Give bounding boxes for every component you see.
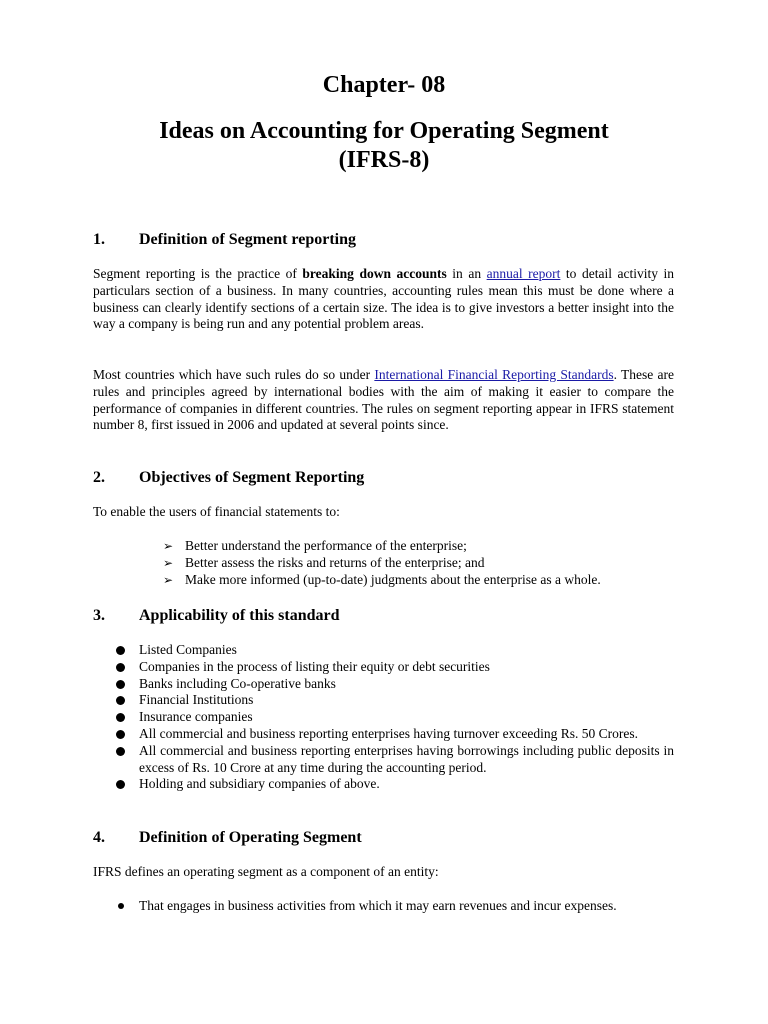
bold-text: breaking down accounts: [302, 266, 447, 281]
bullet-dot-icon: [116, 730, 125, 739]
list-item: [116, 743, 674, 777]
bullet-dot-icon: [118, 903, 124, 909]
list-item-text: Better assess the risks and returns of the enterprise; and: [185, 554, 485, 570]
section-1-paragraph-2: [93, 367, 674, 434]
section-4-heading: [93, 828, 362, 848]
list-item: [116, 776, 674, 793]
bullet-dot-icon: [116, 680, 125, 689]
list-item: [163, 538, 683, 555]
annual-report-link[interactable]: annual report: [486, 266, 561, 281]
section-1-paragraph-1: [93, 266, 674, 333]
arrow-bullet-icon: ➢: [163, 572, 174, 587]
list-item-text: All commercial and business reporting enterprises having borrowings including public deposits in excess of Rs. 10 Crore at any time during the accounting period.: [139, 742, 674, 775]
section-title: Objectives of Segment Reporting: [139, 469, 365, 486]
list-item-text: Make more informed (up-to-date) judgments about the enterprise as a whole.: [185, 571, 601, 587]
section-number: 2.: [93, 469, 105, 486]
text-run: . These are rules and principles agreed by international bodies with the aim of making it easier to compare the performance of companies in different countries. The rules on segment reporting appear in IFRS statement number 8, first issued in 2006 and updated at several points since.: [93, 367, 674, 433]
applicability-list: [116, 642, 674, 793]
main-title-line1: Ideas on Accounting for Operating Segment: [159, 118, 609, 144]
list-item-text: That engages in business activities from which it may earn revenues and incur expenses.: [139, 898, 617, 913]
objectives-list: [163, 538, 683, 588]
bullet-dot-icon: [116, 780, 125, 789]
section-1-heading: [93, 230, 356, 250]
chapter-title: Chapter- 08: [322, 72, 446, 98]
text-run: Most countries which have such rules do so under: [93, 367, 375, 382]
list-item: [116, 676, 674, 693]
list-item: [163, 555, 683, 572]
arrow-bullet-icon: ➢: [163, 555, 174, 570]
section-2-heading: [93, 468, 364, 488]
list-item: [116, 709, 674, 726]
text-run: Segment reporting is the practice of: [93, 266, 303, 281]
arrow-bullet-icon: ➢: [163, 539, 174, 553]
list-item-text: Banks including Co-operative banks: [139, 675, 336, 691]
list-item-text: Companies in the process of listing their equity or debt securities: [139, 658, 490, 674]
section-title: Applicability of this standard: [139, 607, 340, 624]
list-item-text: Holding and subsidiary companies of above.: [139, 776, 380, 792]
bullet-dot-icon: [116, 747, 125, 756]
section-number: 1.: [93, 231, 105, 248]
list-item-text: All commercial and business reporting enterprises having turnover exceeding Rs. 50 Crores.: [139, 725, 638, 741]
list-item: [116, 692, 674, 709]
section-number: 4.: [93, 829, 105, 846]
section-4-intro: IFRS defines an operating segment as a component of an entity:: [93, 864, 439, 879]
list-item: [116, 726, 674, 743]
section-title: Definition of Operating Segment: [139, 829, 362, 846]
bullet-dot-icon: [116, 663, 125, 672]
main-title: [0, 117, 768, 175]
list-item-text: Insurance companies: [139, 709, 253, 725]
section-3-heading: [93, 606, 339, 626]
section-title: Definition of Segment reporting: [139, 231, 357, 248]
list-item: [116, 898, 674, 915]
ifrs-link[interactable]: International Financial Reporting Standards: [374, 367, 614, 382]
bullet-dot-icon: [116, 713, 125, 722]
main-title-line2: (IFRS-8): [338, 147, 430, 173]
list-item-text: Financial Institutions: [139, 692, 254, 708]
section-2-intro: To enable the users of financial statements to:: [93, 504, 340, 519]
section-number: 3.: [93, 607, 105, 624]
bullet-dot-icon: [116, 646, 125, 655]
operating-segment-list: [116, 898, 674, 915]
text-run: to detail activity in particulars section of a business. In many countries, accounting rules mean this must be done where a business can clearly identify sections of a certain size. The idea is to give investors a better insight into the way a company is being run and any potential problem areas.: [93, 266, 675, 332]
list-item: [163, 572, 683, 589]
list-item: [116, 659, 674, 676]
bullet-dot-icon: [116, 696, 125, 705]
text-run: in an: [446, 266, 487, 281]
list-item-text: Better understand the performance of the enterprise;: [185, 538, 467, 553]
list-item-text: Listed Companies: [139, 642, 237, 657]
list-item: [116, 642, 674, 659]
